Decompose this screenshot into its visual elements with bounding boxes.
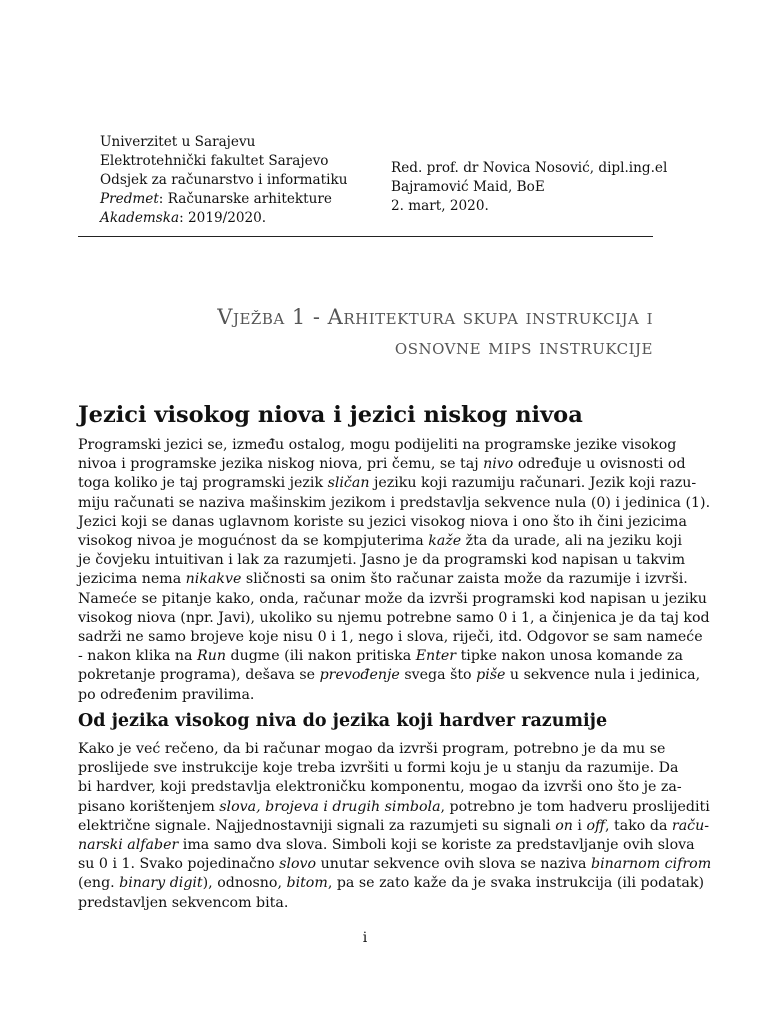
text-run: predstavljen sekvencom bita. (78, 894, 289, 911)
text-run: proslijede sve instrukcije koje treba izvršiti u formi koju je u stanju da razumije. Da (78, 760, 679, 777)
text-run: je čovjeku intuitivan i lak za razumjeti. Jasno je da programski kod napisan u takvim (78, 552, 686, 569)
text-run: jeziku koji razumiju računari. Jezik koji razu- (369, 475, 697, 492)
text-run: dugme (ili nakon pritiska (226, 648, 416, 665)
subsection-paragraph (78, 740, 712, 913)
emphasized-text: nikakve (185, 571, 242, 588)
emphasized-text: off (586, 817, 606, 834)
emphasized-text: slovo (279, 856, 317, 873)
header-left-line (100, 133, 380, 152)
paragraph-line (78, 474, 697, 493)
header-right-line: 2. mart, 2020. (391, 198, 489, 214)
text-run: visokog nivoa je mogućnost da se kompjuterima (78, 533, 429, 550)
header-left-line (100, 209, 380, 228)
emphasized-text: sličan (327, 475, 370, 492)
emphasized-text: kaže (428, 533, 462, 550)
emphasized-text: raču- (671, 817, 710, 834)
paragraph-line (78, 666, 701, 685)
emphasized-text: Enter (415, 648, 457, 665)
text-run: po određenim pravilima. (78, 686, 255, 703)
section-paragraph (78, 436, 711, 705)
text-run: - nakon klika na (78, 648, 198, 665)
text-run: električne signale. Najjednostavniji signali za razumjeti su signali (78, 817, 556, 834)
text-run: nivoa i programske jezika niskog niova, pri čemu, se taj (78, 456, 484, 473)
emphasized-text: bitom (286, 875, 328, 892)
text-run: sličnosti sa onim što računar zaista može da razumije i izvrši. (241, 571, 688, 588)
text-run: u sekvence nula i jedinica, (505, 667, 701, 684)
text-run: visokog niova (npr. Javi), ukoliko su njemu potrebne samo 0 i 1, a činjenica je da taj kod (78, 609, 710, 626)
header-divider (78, 236, 653, 237)
text-run: svega što (399, 667, 477, 684)
header-field-label: Akademska (100, 210, 180, 226)
text-run: su 0 i 1. Svako pojedinačno (78, 856, 280, 873)
text-run: , potrebno je tom hadveru proslijediti (440, 798, 710, 815)
header-author-block (391, 159, 691, 216)
header-field-text: Elektrotehnički fakultet Sarajevo (100, 153, 329, 169)
text-run: određuje u ovisnosti od (513, 456, 686, 473)
text-run: žta da urade, ali na jeziku koji (461, 533, 683, 550)
paragraph-line (78, 436, 677, 455)
paragraph-line (78, 686, 653, 705)
header-field-text: : Računarske arhitekture (158, 191, 332, 207)
header-field-label: Predmet (100, 191, 159, 207)
text-run: , tako da (605, 817, 672, 834)
text-run: bi hardver, koji predstavlja elektroničku komponentu, mogao da izvrši ono što je za- (78, 779, 682, 796)
text-run: ima samo dva slova. Simboli koji se koriste za predstavljanje ovih slova (178, 837, 695, 854)
paragraph-line (78, 494, 711, 513)
text-run: unutar sekvence ovih slova se naziva (316, 856, 592, 873)
paragraph-line (78, 647, 683, 666)
text-run: Programski jezici se, između ostalog, mogu podijeliti na programske jezike visokog (78, 437, 677, 453)
emphasized-text: narski alfaber (78, 837, 179, 854)
text-run: Kako je već rečeno, da bi računar mogao da izvrši program, potrebno je da mu se (78, 741, 666, 757)
text-run: i (572, 817, 587, 834)
header-right-line: Bajramović Maid, BoE (391, 179, 545, 195)
section-heading: Jezici visokog niova i jezici niskog nivoa (78, 402, 583, 428)
header-right-line: Red. prof. dr Novica Nosović, dipl.ing.el (391, 160, 668, 176)
text-run: sadrži ne samo brojeve koje nisu 0 i 1, nego i slova, riječi, itd. Odgovor se sam nameće (78, 629, 703, 646)
emphasized-text: piše (476, 667, 506, 684)
exercise-title-line-2: osnovne mips instrukcije (394, 335, 653, 359)
paragraph-line (78, 874, 705, 893)
text-run: pokretanje programa), dešava se (78, 667, 320, 684)
text-run: toga koliko je taj programski jezik (78, 475, 328, 492)
emphasized-text: on (555, 817, 573, 834)
paragraph-line (78, 532, 683, 551)
header-left-line (100, 190, 380, 209)
paragraph-line (78, 894, 653, 913)
exercise-title-line-1: Vježba 1 - Arhitektura skupa instrukcija i (217, 305, 653, 329)
paragraph-line (78, 759, 679, 778)
header-left-line (100, 152, 380, 171)
emphasized-text: binarnom cifrom (591, 856, 712, 873)
paragraph-line (78, 740, 666, 759)
paragraph-line (78, 778, 682, 797)
paragraph-line (78, 609, 710, 628)
paragraph-line (78, 817, 710, 836)
text-run: (eng. (78, 875, 120, 892)
text-run: ), odnosno, (202, 875, 287, 892)
emphasized-text: slova, brojeva i drugih simbola (219, 798, 441, 815)
emphasized-text: Run (197, 648, 226, 665)
paragraph-line (78, 798, 710, 817)
text-run: miju računati se naziva mašinskim jezikom i predstavlja sekvence nula (0) i jedinica (1). (78, 494, 711, 511)
header-field-text: Univerzitet u Sarajevu (100, 134, 256, 150)
header-institution-block (100, 133, 380, 228)
paragraph-line (78, 551, 686, 570)
header-left-line (100, 171, 380, 190)
page-number: i (362, 930, 368, 946)
paragraph-line (78, 455, 686, 474)
emphasized-text: prevođenje (319, 667, 400, 684)
subsection-heading: Od jezika visokog niva do jezika koji hardver razumije (78, 711, 608, 731)
paragraph-line (78, 570, 688, 589)
text-run: tipke nakon unosa komande za (456, 648, 683, 665)
text-run: Jezici koji se danas uglavnom koriste su jezici visokog niova i ono što ih čini jezicima (78, 513, 687, 530)
paragraph-line (78, 628, 703, 647)
header-field-text: Odsjek za računarstvo i informatiku (100, 172, 348, 188)
text-run: jezicima nema (78, 571, 186, 588)
paragraph-line (78, 590, 707, 609)
emphasized-text: binary digit (119, 875, 203, 892)
emphasized-text: nivo (483, 456, 514, 473)
text-run: Nameće se pitanje kako, onda, računar može da izvrši programski kod napisan u jeziku (78, 590, 707, 607)
header-field-text: : 2019/2020. (179, 210, 267, 226)
paragraph-line (78, 836, 695, 855)
text-run: , pa se zato kaže da je svaka instrukcija (ili podatak) (327, 875, 705, 892)
paragraph-line (78, 513, 687, 532)
paragraph-line (78, 855, 712, 874)
text-run: pisano korištenjem (78, 798, 220, 815)
